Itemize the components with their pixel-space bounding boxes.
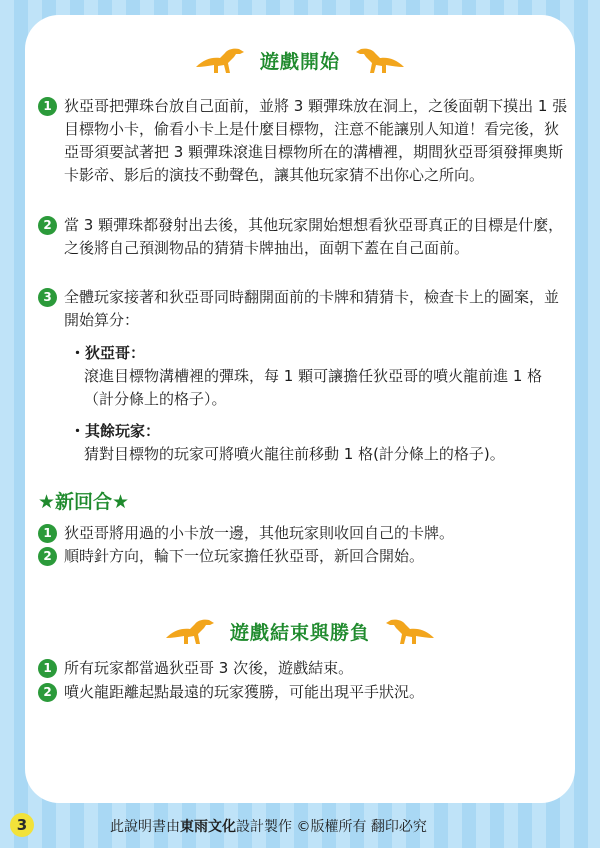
scoring-label: ・其餘玩家：: [70, 422, 161, 440]
end-step-2: [38, 681, 568, 704]
step-1: [38, 95, 568, 187]
step-text: 狄亞哥把彈珠台放自己面前，並將 3 顆彈珠放在洞上，之後面朝下摸出 1 張目標物小卡，偷看小卡上是什麼目標物，注意不能讓別人知道！看完後，狄亞哥須要試著把 3 顆彈珠滾進目標物所在的溝槽裡，期間狄亞哥須發揮奧斯卡影帝、影后的演技不動聲色，讓其他玩家猜不出你心之所向。: [64, 97, 568, 184]
scoring-label: ・狄亞哥：: [70, 344, 146, 362]
credit-suffix: 設計製作 ©版權所有 翻印必究: [236, 819, 427, 835]
dinosaur-left-icon: [162, 614, 216, 648]
step-number-badge: 1: [38, 97, 57, 116]
step-number-badge: 1: [38, 524, 57, 543]
step-text: 所有玩家都當過狄亞哥 3 次後，遊戲結束。: [64, 659, 354, 677]
page-number: 3: [10, 813, 34, 837]
step-number-badge: 2: [38, 216, 57, 235]
section-title-new-round: ★新回合★: [38, 491, 130, 513]
section-title-end: 遊戲結束與勝負: [229, 621, 370, 644]
scoring-other-players: [70, 420, 570, 466]
scoring-detail: 猜對目標物的玩家可將噴火龍往前移動 1 格(計分條上的格子)。: [84, 445, 505, 463]
step-number-badge: 1: [38, 659, 57, 678]
new-round-step-2: [38, 545, 568, 568]
section-title-start: 遊戲開始: [259, 50, 340, 73]
new-round-step-1: [38, 522, 568, 545]
scoring-detail: 滾進目標物溝槽裡的彈珠，每 1 顆可讓擔任狄亞哥的噴火龍前進 1 格（計分條上的格子）。: [84, 367, 543, 408]
step-number-badge: 2: [38, 547, 57, 566]
step-3: [38, 286, 568, 332]
end-step-1: [38, 657, 568, 680]
publisher-name: 東雨文化: [180, 819, 236, 835]
credit-prefix: 此說明書由: [110, 819, 180, 835]
step-2: [38, 214, 568, 260]
step-text: 狄亞哥將用過的小卡放一邊，其他玩家則收回自己的卡牌。: [64, 524, 455, 542]
section-heading-start: [0, 40, 600, 80]
step-text: 順時針方向，輪下一位玩家擔任狄亞哥，新回合開始。: [64, 547, 425, 565]
dinosaur-right-icon: [384, 614, 438, 648]
footer: [0, 813, 600, 843]
section-heading-end: [0, 611, 600, 651]
step-text: 全體玩家接著和狄亞哥同時翻開面前的卡牌和猜猜卡，檢查卡上的圖案，並開始算分：: [64, 288, 560, 329]
step-text: 噴火龍距離起點最遠的玩家獲勝，可能出現平手狀況。: [64, 683, 425, 701]
dinosaur-left-icon: [192, 43, 246, 77]
dinosaur-right-icon: [354, 43, 408, 77]
copyright-credit: [110, 816, 427, 836]
step-text: 當 3 顆彈珠都發射出去後，其他玩家開始想想看狄亞哥真正的目標是什麼，之後將自己預測物品的猜猜卡牌抽出，面朝下蓋在自己面前。: [64, 216, 564, 257]
step-number-badge: 3: [38, 288, 57, 307]
step-number-badge: 2: [38, 683, 57, 702]
scoring-diego: [70, 342, 570, 411]
